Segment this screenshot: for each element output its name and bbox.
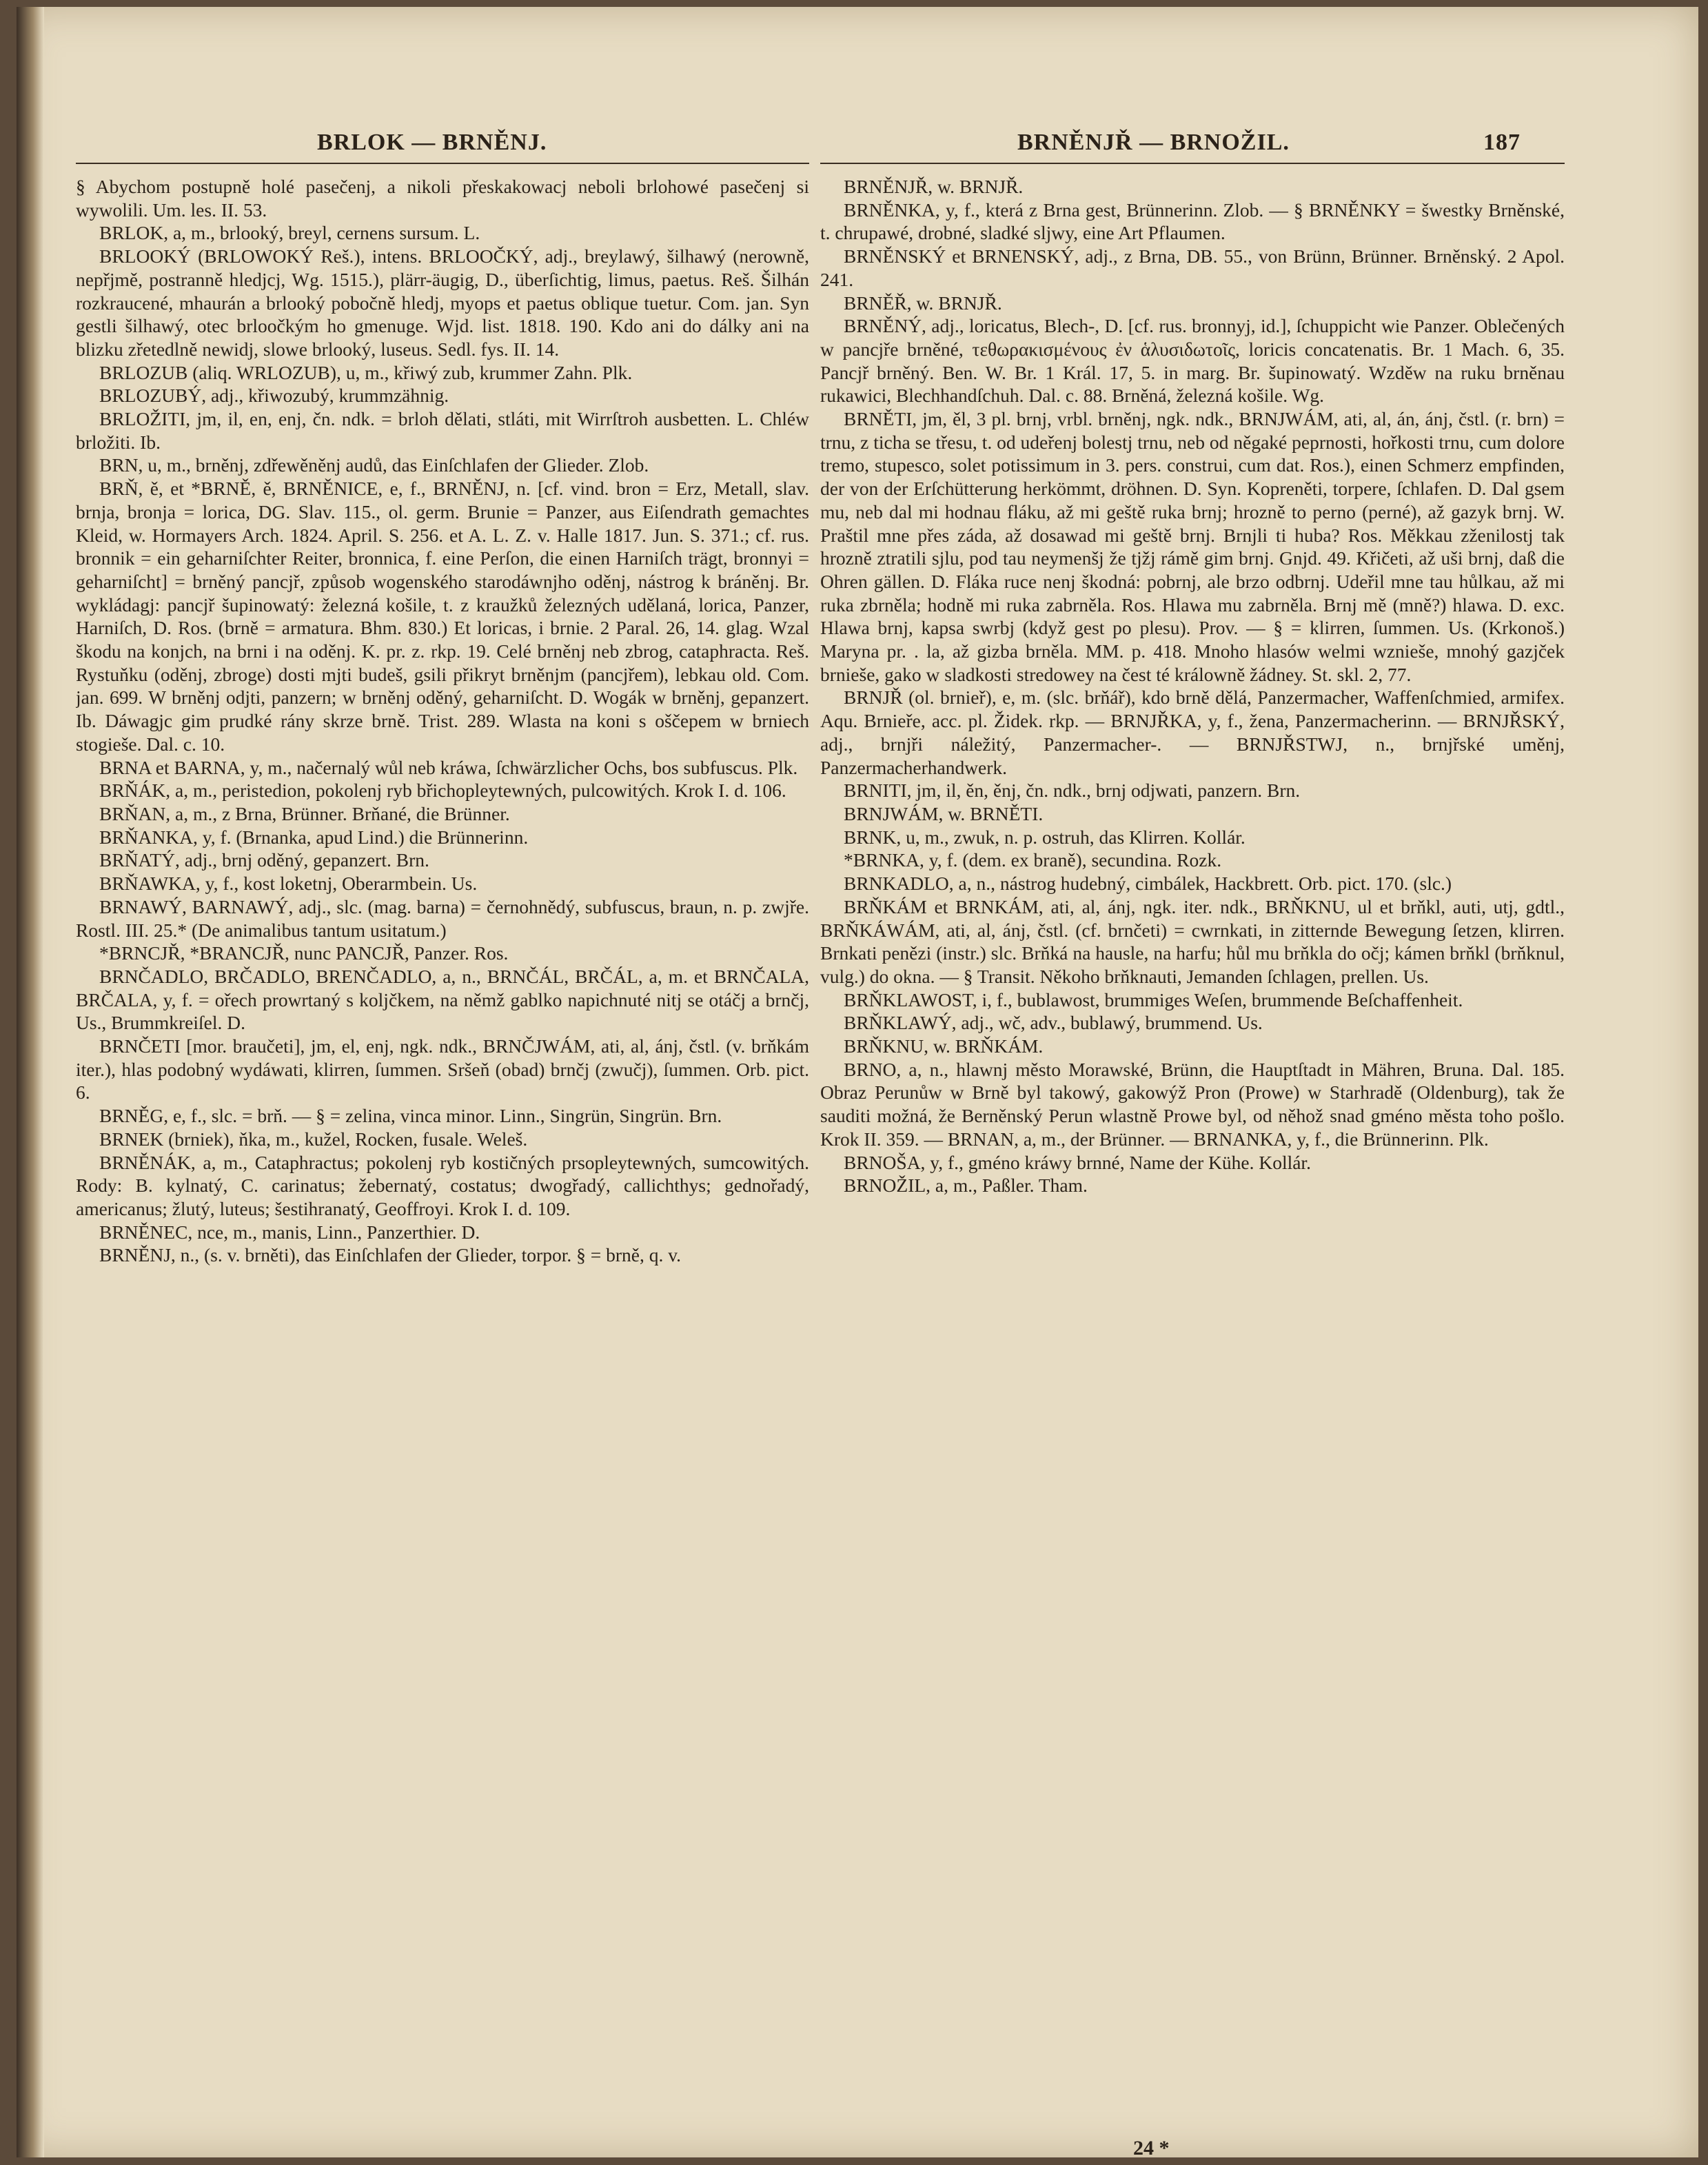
dictionary-entry: BRŇAN, a, m., z Brna, Brünner. Brňané, die Brünner. [99,802,510,824]
dictionary-entry: BRLOZUB (aliq. WRLOZUB), u, m., křiwý zub, krummer Zahn. Plk. [99,361,633,383]
dictionary-entry: BRNOŠA, y, f., gméno kráwy brnné, Name der Kühe. Kollár. [844,1151,1311,1173]
dictionary-entry: BRLOK, a, m., brlooký, breyl, cernens sursum. L. [99,222,480,244]
right-header-rule [820,163,1565,164]
dictionary-entry: BRŇ, ě, et *BRNĚ, ě, BRNĚNICE, e, f., BRNĚNJ, n. [cf. vind. bron = Erz, Metall, slav. brnja, bronja = lorica, DG. Slav. 115., ol. germ. Brunie = Panzer, aus Eiſendrath gemachtes Kleid, w. Hormayers Arch. 1824. April. S. 256. et A. L. Z. v. Halle 1817. Jun. S. 371.; cf. rus. bronnik = ein geharniſchter Reiter, bronnica, f. eine Perſon, die einen Harniſch trägt, bronnyi = geharniſcht] = brněný pancjř, způsob wogenského starodáwnjho oděnj, nástrog k bráněnj. Br. wykládagj: pancjř šupinowatý: železná košile, t. z kraužků železných udělaná, lorica, Panzer, Harniſch, D. Ros. (brně = armatura. Bhm. 830.) Et loricas, i brnie. 2 Paral. 26, 14. glag. Wzal škodu na konjch, na brni i na oděnj. K. pr. z. rkp. 19. Celé brněnj neb zbrog, cataphracta. Reš. Rystuňku (oděnj, zbroge) dosti mjti budeš, gsili přikryt brněnjm (pancjřem), lebkau old. Com. jan. 699. W brněnj odjti, panzern; w brněnj oděný, geharniſcht. D. Wogák w brněnj, gepanzert. Ib. Dáwagjc gim prudké rány skrze brně. Trist. 289. Wlasta na koni s oščepem w brniech stogieše. Dal. c. 10. [76,478,809,755]
dictionary-entry: BRNČADLO, BRČADLO, BRENČADLO, a, n., BRNČÁL, BRČÁL, a, m. et BRNČALA, BRČALA, y, f. = ořech prowrtaný s koljčkem, na němž gablko napichnuté nitj se otáčj a brnčj, Us., Brummkreiſel. D. [76,965,809,1034]
dictionary-entry: BRNĚNKA, y, f., která z Brna gest, Brünnerinn. Zlob. — § BRNĚNKY = šwestky Brněnské, t. chrupawé, drobné, sladké sljwy, eine Art Pflaumen. [820,199,1565,244]
dictionary-entry: BRLOZUBÝ, adj., křiwozubý, krummzähnig. [99,385,449,407]
dictionary-entry: BRNĚG, e, f., slc. = brň. — § = zelina, vinca minor. Linn., Singrün, Singrün. Brn. [99,1105,722,1127]
dictionary-entry: BRŇÁK, a, m., peristedion, pokolenj ryb břichopleytewných, pulcowitých. Krok I. d. 106. [99,780,786,802]
page-number: 187 [1483,130,1521,155]
right-running-header: BRNĚNJŘ — BRNOŽIL. [1017,130,1290,155]
dictionary-entry: *BRNCJŘ, *BRANCJŘ, nunc PANCJŘ, Panzer. Ros. [99,942,509,964]
dictionary-entry: BRŇATÝ, adj., brnj oděný, gepanzert. Brn. [99,849,429,871]
dictionary-entry: BRNĚNJŘ, w. BRNJŘ. [844,176,1024,197]
left-header-rule [76,163,809,164]
dictionary-entry: BRNČETI [mor. braučeti], jm, el, enj, ngk. ndk., BRNČJWÁM, ati, al, ánj, čstl. (v. brňkám iter.), hlas podobný wydáwati, klirren, ſummen. Sršeň (obad) brnčj (zwučj), ſummen. Orb. pict. 6. [76,1035,809,1104]
dictionary-entry: BRNĚNSKÝ et BRNENSKÝ, adj., z Brna, DB. 55., von Brünn, Brünner. Brněnský. 2 Apol. 241. [820,245,1565,290]
dictionary-entry: BRŇAWKA, y, f., kost loketnj, Oberarmbein. Us. [99,873,478,895]
dictionary-entry: BRNA et BARNA, y, m., načernalý wůl neb kráwa, ſchwärzlicher Ochs, bos subfuscus. Plk. [99,756,798,778]
dictionary-entry: § Abychom postupně holé pasečenj, a nikoli přeskakowacj neboli brlohowé pasečenj si wywolili. Um. les. II. 53. [76,176,809,221]
dictionary-entry: BRNO, a, n., hlawnj město Morawské, Brünn, die Hauptſtadt in Mähren, Bruna. Dal. 185. Obraz Perunůw w Brně byl takowý, gakowýž Pron (Prowe) w Starhradě (Oldenburg), tak že sauditi možná, že Berněnský Perun wlastně Prowe byl, od něhož snad gméno města toho pošlo. Krok II. 359. — BRNAN, a, m., der Brünner. — BRNANKA, y, f., die Brünnerinn. Plk. [820,1058,1565,1150]
dictionary-entry: BRNĚŘ, w. BRNJŘ. [844,292,1002,314]
dictionary-entry: BRNĚNEC, nce, m., manis, Linn., Panzerthier. D. [99,1221,480,1243]
dictionary-entry: BRNKADLO, a, n., nástrog hudebný, cimbálek, Hackbrett. Orb. pict. 170. (slc.) [844,873,1452,895]
dictionary-entry: BRNĚNJ, n., (s. v. brněti), das Einſchlafen der Glieder, torpor. § = brně, q. v. [99,1244,682,1266]
dictionary-entry: BRNK, u, m., zwuk, n. p. ostruh, das Klirren. Kollár. [844,826,1246,848]
dictionary-entry: BRN, u, m., brněnj, zdřewěněnj audů, das Einſchlafen der Glieder. Zlob. [99,454,649,476]
dictionary-entry: BRNAWÝ, BARNAWÝ, adj., slc. (mag. barna) = černohnědý, subfuscus, braun, n. p. zwjře. Rostl. III. 25.* (De animalibus tantum usitatum.) [76,895,809,941]
dictionary-entry: BRNITI, jm, il, ěn, ěnj, čn. ndk., brnj odjwati, panzern. Brn. [844,780,1301,802]
dictionary-entry: BRNJWÁM, w. BRNĚTI. [844,802,1044,824]
dictionary-entry: BRNEK (brniek), ňka, m., kužel, Rocken, fusale. Weleš. [99,1128,528,1150]
dictionary-entry: BRŇKLAWOST, i, f., bublawost, brummiges Weſen, brummende Beſchaffenheit. [844,988,1463,1010]
left-column [76,175,809,2126]
dictionary-entry: BRNOŽIL, a, m., Paßler. Tham. [844,1175,1088,1197]
book-page [17,7,1698,2157]
dictionary-entry: BRLOŽITI, jm, il, en, enj, čn. ndk. = brloh dělati, stláti, mit Wirrſtroh ausbetten. L. Chléw brložiti. Ib. [76,408,809,453]
book-spine-shadow [17,7,44,2157]
dictionary-entry: *BRNKA, y, f. (dem. ex braně), secundina. Rozk. [844,849,1222,871]
dictionary-entry: BRNĚTI, jm, ěl, 3 pl. brnj, vrbl. brněnj, ngk. ndk., BRNJWÁM, ati, al, án, ánj, čstl. (r. brn) = trnu, z ticha se třesu, t. od udeřenj bolestj trnu, neb od něgaké peprnosti, hořkosti trnu, cum dolore tremo, stupesco, solet potissimum in 3. pers. construi, cum dat. Ros.), einen Schmerz empfinden, der von der Erſchütterung herkömmt, dröhnen. D. Syn. Kopreněti, torpere, ſchlafen. D. Dal gsem mu, neb dal mi hodnau fláku, až mi geště ruka brnj; hrozně to perno (perné), až gazyk brnj. W. Praštil mne přes záda, až dosawad mi geště brnj. Brnjli ti huba? Ros. Měkkau zženilostj tak hrozně ztratili sjlu, pod tau neymenšj že tjžj rámě gim brnj. Gnjd. 49. Křičeti, až uši brnj, daß die Ohren gällen. D. Fláka ruce nenj škodná: pobrnj, ale brzo odbrnj. Udeřil mne tau hůlkau, až mi ruka zbrněla; hodně mi ruka zabrněla. Ros. Hlawa mu zabrněla. Brnj mě (mně?) hlawa. D. exc. Hlawa brnj, kapsa swrbj (když gest po plesu). Prov. — § = klirren, ſummen. Us. (Krkonoš.) Maryna pr. . la, až gizba brněla. MM. p. 418. Mnoho hlasów welmi wznieše, mnohý gazjček brnieše, gako w sladkosti stredowey na čest té králowně žádney. St. skl. 2, 77. [820,408,1565,685]
left-running-header: BRLOK — BRNĚNJ. [317,130,547,155]
right-column [820,175,1565,2126]
dictionary-entry: BRNJŘ (ol. brnieř), e, m. (slc. brňář), kdo brně dělá, Panzermacher, Waffenſchmied, armifex. Aqu. Brnieře, acc. pl. Židek. rkp. — BRNJŘKA, y, f., žena, Panzermacherinn. — BRNJŘSKÝ, adj., brnjři náležitý, Panzermacher-. — BRNJŘSTWJ, n., brnjřské uměnj, Panzermacherhandwerk. [820,687,1565,778]
dictionary-entry: BRŇKÁM et BRNKÁM, ati, al, ánj, ngk. iter. ndk., BRŇKNU, ul et brňkl, auti, utj, gdtl., BRŇKÁWÁM, ati, al, ánj, čstl. (cf. brnčeti) = cwrnkati, in zitternde Bewegung ſetzen, klirren. Brnkati penězi (instr.) slc. Brňká na hausle, na harfu; hůl mu brňkla do očj; kámen brňkl (brňknul, vulg.) do okna. — § Transit. Někoho brňknauti, Jemanden ſchlagen, prellen. Us. [820,895,1565,987]
dictionary-entry: BRLOOKÝ (BRLOWOKÝ Reš.), intens. BRLOOČKÝ, adj., breylawý, šilhawý (nerowně, nepřjmě, postranně hledjcj, Wg. 1515.), plärr-äugig, D., überſichtig, limus, paetus. Reš. Šilhán rozkraucené, mhaurán a brlooký pobočně hledj, myops et paetus oblique tuetur. Com. jan. Syn gestli šilhawý, otec brloočkým ho gmenuge. Wjd. list. 1818. 190. Kdo ani do dálky ani na blizku zřetedlně newidj, slowe brlooký, luseus. Sedl. fys. II. 14. [76,245,809,360]
dictionary-entry: BRŇKLAWÝ, adj., wč, adv., bublawý, brummend. Us. [844,1012,1263,1034]
signature-mark: 24 * [1133,2137,1170,2159]
dictionary-entry: BRŇKNU, w. BRŇKÁM. [844,1035,1044,1057]
dictionary-entry: BRNĚNÁK, a, m., Cataphractus; pokolenj ryb kostičných prsopleytewných, sumcowitých. Rody: B. kylnatý, C. carinatus; žebernatý, costatus; dwogřadý, callichthys; gednořadý, americanus; žlutý, luteus; šestihranatý, Geoffroyi. Krok I. d. 109. [76,1151,809,1219]
dictionary-entry: BRNĚNÝ, adj., loricatus, Blech-, D. [cf. rus. bronnyj, id.], ſchuppicht wie Panzer. Oblečených w pancjře brněné, τεθωρακισμένους ἐν ἁλυσιδωτοῖς, loricis concatenatis. Br. 1 Mach. 6, 35. Pancjř brněný. Ben. W. Br. 1 Král. 17, 5. in marg. Br. šupinowatý. Wzděw na ruku brněnau rukawici, Blechhandſchuh. Dal. c. 88. Brněná, železná košile. Wg. [820,315,1565,407]
dictionary-entry: BRŇANKA, y, f. (Brnanka, apud Lind.) die Brünnerinn. [99,826,529,848]
